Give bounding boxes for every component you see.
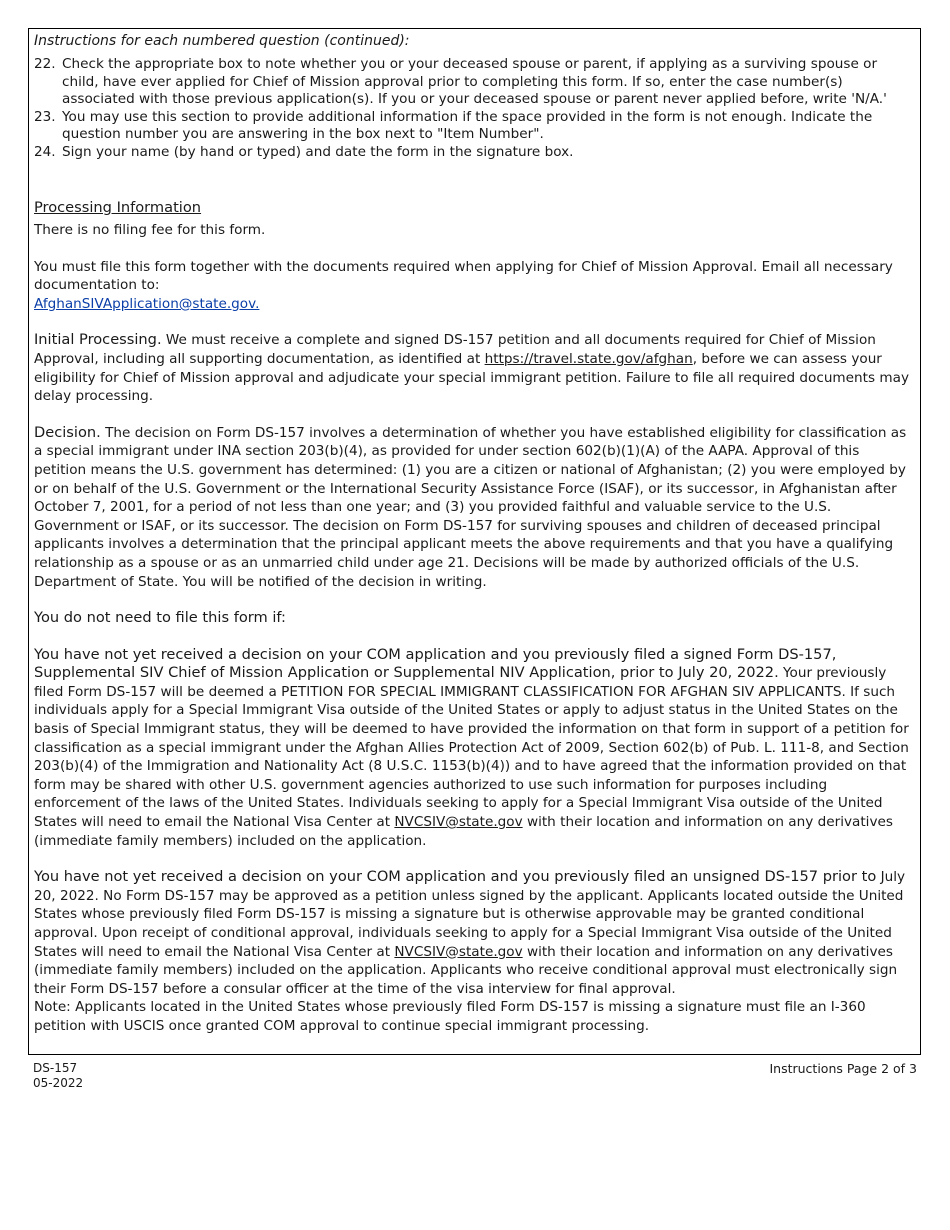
item-text: You may use this section to provide additional information if the space provided in the form is not enough. Indicate the question number you are answering in the box next to "Item Number".	[62, 108, 873, 142]
case-unsigned-lead: You have not yet received a decision on your COM application and you previously filed an unsigned DS-157 prior to	[34, 868, 877, 886]
item-text: Check the appropriate box to note whether you or your deceased spouse or parent, if applying as a surviving spouse or child, have ever applied for Chief of Mission approval prior to completing this form. If so, enter the case number(s) associated with those previous application(s). If you or your deceased spouse or parent never applied before, write 'N/A.'	[62, 56, 887, 107]
case-signed-paragraph	[34, 646, 915, 851]
nvc-email-link[interactable]: NVCSIV@state.gov	[394, 814, 523, 831]
case-unsigned-paragraph	[34, 868, 915, 998]
case-signed-text: Your previously filed Form DS-157 will be deemed a PETITION FOR SPECIAL IMMIGRANT CLASSIFICATION FOR AFGHAN SIV APPLICANTS. If such individuals apply for a Special Immigrant Visa outside of the United States or apply to adjust status in the United States on the basis of Special Immigrant status, they will be deemed to have provided the information on that form in support of a petition for classification as a special immigrant under the Afghan Allies Protection Act of 2009, Section 602(b) of Pub. L. 111-8, and Section 203(b)(4) of the Immigration and Nationality Act (8 U.S.C. 1153(b)(4)) and to have agreed that the information provided on that form may be shared with other U.S. government agencies authorized to use such information for purposes including enforcement of the laws of the United States. Individuals seeking to apply for a Special Immigrant Visa outside of the United States will need to email the National Visa Center at	[34, 665, 909, 831]
list-item	[34, 56, 915, 109]
page-number: Instructions Page 2 of 3	[769, 1061, 917, 1076]
note-text: Note: Applicants located in the United States whose previously filed Form DS-157 is missing a signature must file an I-360 petition with USCIS once granted COM approval to continue special immigrant processing.	[34, 999, 866, 1034]
not-needed-heading: You do not need to file this form if:	[34, 609, 286, 627]
item-number: 23.	[34, 108, 56, 125]
initial-processing-text-end: , before we can assess your eligibility for Chief of Mission approval and adjudicate your special immigrant petition. Failure to file all required documents may delay processing.	[34, 350, 910, 405]
decision-lead: Decision.	[34, 423, 101, 441]
decision-text: The decision on Form DS-157 involves a determination of whether you have established eligibility for classification as a special immigrant under INA section 203(b)(4), as provided for under section 602(b)(1)(A) of the AAPA. Approval of this petition means the U.S. government has determined: (1) you are a citizen or national of Afghanistan; (2) you were employed by or on behalf of the U.S. Government or the International Security Assistance Force (ISAF), or its successor, in Afghanistan after October 7, 2001, for a period of not less than one year; and (3) you provided faithful and valuable service to the U.S. Government or ISAF, or its successor. The decision on Form DS-157 for surviving spouses and children of deceased principal applicants involves a determination that the principal applicant meets the above requirements and that you have a qualifying relationship as a spouse or as an unmarried child under age 21. Decisions will be made by authorized officials of the U.S. Department of State. You will be notified of the decision in writing.	[34, 424, 907, 590]
decision-paragraph	[34, 424, 915, 591]
initial-processing-lead: Initial Processing.	[34, 331, 162, 349]
case-unsigned-text: July 20, 2022. No Form DS-157 may be approved as a petition unless signed by the applicant. Applicants located outside the United States whose previously filed Form DS-157 is missing a signature but is otherwise approvable may be granted conditional approval. Upon receipt of conditional approval, individuals seeking to apply for a Special Immigrant Visa outside of the United States will need to email the National Visa Center at	[34, 869, 906, 960]
form-number: DS-157	[33, 1061, 78, 1075]
instructions-box	[28, 28, 921, 1055]
item-number: 22.	[34, 56, 56, 72]
file-with-paragraph	[34, 258, 915, 314]
initial-processing-text: We must receive a complete and signed DS-157 petition and all documents required for Chief of Mission Approval, including all supporting documentation, as identified at	[34, 332, 876, 367]
nvc-email-link[interactable]: NVCSIV@state.gov	[394, 943, 523, 960]
filing-fee-text: There is no filing fee for this form.	[34, 222, 266, 238]
case-signed-text-end: with their location and information on any derivatives (immediate family members) included on the application.	[34, 814, 893, 849]
case-unsigned-text-end: with their location and information on any derivatives (immediate family members) included on the application. Applicants who receive conditional approval must electronically sign their Form DS-157 before a consular officer at the time of the visa interview for final approval.	[34, 943, 898, 997]
file-with-text: You must file this form together with the documents required when applying for Chief of Mission Approval. Email all necessary documentation to:	[34, 258, 893, 294]
form-date: 05-2022	[33, 1076, 84, 1090]
processing-heading: Processing Information	[34, 199, 202, 216]
section-title: Instructions for each numbered question (continued):	[34, 33, 410, 49]
list-item	[34, 144, 915, 162]
case-signed-lead: You have not yet received a decision on your COM application and you previously filed a signed Form DS-157, Supplemental SIV Chief of Mission Application or Supplemental NIV Application, prior to July 20, 2022.	[34, 645, 837, 682]
travel-state-link[interactable]: https://travel.state.gov/afghan	[484, 350, 693, 367]
form-id-block	[33, 1061, 83, 1091]
numbered-instructions	[34, 56, 915, 161]
item-text: Sign your name (by hand or typed) and date the form in the signature box.	[62, 143, 574, 160]
list-item	[34, 109, 915, 144]
email-link[interactable]: AfghanSIVApplication@state.gov.	[34, 295, 260, 312]
item-number: 24.	[34, 143, 56, 160]
initial-processing-paragraph	[34, 331, 915, 405]
